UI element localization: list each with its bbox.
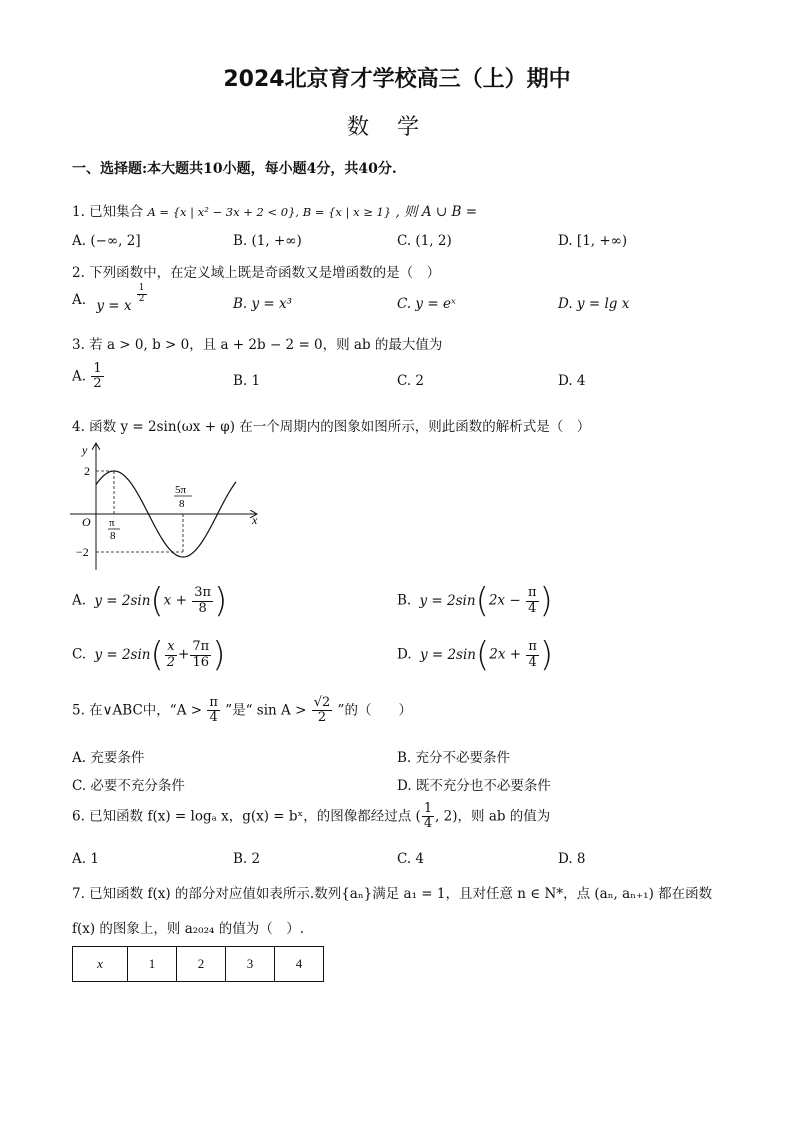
q4-d-fraction [526, 640, 539, 670]
q6-option-d: D. 8 [558, 851, 586, 867]
exam-title: 2024北京育才学校高三（上）期中 [223, 67, 571, 92]
q5-option-d: D. 既不充分也不必要条件 [397, 778, 551, 794]
q6-point-num: 1 [423, 801, 433, 816]
q4-b-in: 2x − [488, 592, 521, 609]
q6-option-b: B. 2 [233, 851, 261, 867]
q3-option-b: B. 1 [233, 373, 261, 389]
q4-d-pre: y = 2sin [419, 646, 476, 663]
q7-value-table [72, 946, 324, 982]
q4-option-d [397, 635, 554, 675]
q5-root-num: √2 [313, 695, 331, 710]
q4-option-b [397, 581, 553, 621]
q4-d-num: π [528, 639, 537, 655]
x2-num-label: 5π [175, 484, 187, 496]
q6-stem-a: 6. 已知函数 f(x) = logₐ x，g(x) = bˣ，的图像都经过点 ( [72, 808, 421, 825]
q4-sine-graph [66, 438, 276, 578]
x2-den-label: 8 [179, 498, 185, 510]
question-2-stem: 2. 下列函数中，在定义域上既是奇函数又是增函数的是（ ） [72, 265, 441, 281]
q4-c-den: 16 [192, 654, 210, 670]
q2-a-label: A. [72, 291, 87, 308]
q6-stem-b: , 2)，则 ab 的值为 [435, 808, 551, 825]
q5-pi-fraction [207, 696, 220, 726]
q4-b-pre: y = 2sin [419, 592, 476, 609]
q5-stem-a: 5. 在∨ABC中，“A > [72, 702, 203, 719]
q4-c-x-fraction [165, 640, 177, 670]
q4-c-label: C. [72, 646, 87, 663]
question-1-stem [72, 200, 477, 220]
q3-a-label: A. [72, 368, 87, 385]
q5-pi-num: π [209, 695, 218, 710]
q5-stem-c: ”的（ ） [337, 702, 412, 719]
q1-option-b: B. (1, +∞) [233, 233, 302, 249]
question-7-line-2: f(x) 的图象上，则 a₂₀₂₄ 的值为（ ）. [72, 921, 305, 937]
q4-c-pre: y = 2sin [94, 646, 151, 663]
subject-title: 数学 [346, 115, 447, 140]
q4-c-x-den: 2 [166, 654, 176, 670]
q4-b-label: B. [397, 592, 412, 609]
section-heading: 一、选择题:本大题共10小题，每小题4分，共40分. [72, 161, 397, 177]
q1-option-c: C. (1, 2) [397, 233, 452, 249]
table-cell: 4 [275, 947, 324, 982]
q5-pi-den: 4 [209, 710, 218, 726]
q4-b-rparen: ) [539, 581, 553, 621]
q3-a-den: 2 [93, 376, 102, 392]
q5-option-a: A. 充要条件 [72, 750, 145, 766]
q4-a-den: 8 [198, 600, 207, 616]
q1-prefix: 1. 已知集合 [72, 204, 144, 220]
q4-d-den: 4 [528, 654, 537, 670]
q4-c-rparen: ) [212, 635, 226, 675]
y-min-label: −2 [76, 545, 89, 559]
q3-a-num: 1 [93, 361, 102, 376]
q4-b-lparen: ( [475, 581, 489, 621]
q2-option-d: D. y = lg x [558, 296, 630, 312]
q4-c-num: 7π [192, 639, 210, 655]
q4-a-in: x + [163, 592, 187, 609]
q6-point-den: 4 [423, 816, 433, 832]
y-max-label: 2 [84, 464, 90, 478]
q4-c-fraction [190, 640, 211, 670]
table-cell: 2 [177, 947, 226, 982]
q3-option-d: D. 4 [558, 373, 586, 389]
q1-option-a: A. (−∞, 2] [72, 233, 141, 249]
q4-c-x-num: x [167, 639, 175, 655]
q2-a-math: y = x [96, 297, 132, 314]
q4-option-a [72, 581, 228, 621]
table-row [73, 947, 324, 982]
question-5-stem [72, 696, 412, 726]
table-cell: 1 [128, 947, 177, 982]
q5-option-b: B. 充分不必要条件 [397, 750, 511, 766]
question-7-line-1: 7. 已知函数 f(x) 的部分对应值如表所示.数列{aₙ}满足 a₁ = 1，且对任意 n ∈ N*，点 (aₙ, aₙ₊₁) 都在函数 [72, 886, 713, 902]
table-cell: 3 [226, 947, 275, 982]
q4-a-rparen: ) [214, 581, 228, 621]
q4-d-rparen: ) [539, 635, 554, 675]
q1-sets: A = {x | x² − 3x + 2 < 0}, B = {x | x ≥ 1} [147, 205, 392, 219]
q2-a-exp-den: 2 [138, 293, 145, 304]
q3-option-c: C. 2 [397, 373, 425, 389]
q5-root-den: 2 [317, 710, 327, 726]
question-6-stem [72, 802, 550, 832]
q4-a-lparen: ( [150, 581, 164, 621]
q4-a-pre: y = 2sin [94, 592, 151, 609]
q5-stem-b: ”是“ sin A > [225, 702, 307, 719]
q6-point-fraction [422, 802, 434, 832]
q4-c-plus: + [178, 646, 190, 663]
q4-a-label: A. [72, 592, 87, 609]
q4-a-fraction [192, 586, 213, 616]
x-axis-label: x [252, 513, 258, 527]
q5-option-c: C. 必要不充分条件 [72, 778, 185, 794]
q4-option-c [72, 635, 226, 675]
q1-option-d: D. [1, +∞) [558, 233, 628, 249]
origin-label: O [82, 515, 91, 529]
q3-a-fraction [91, 362, 103, 392]
q4-a-num: 3π [194, 585, 212, 601]
q2-option-a [72, 283, 148, 314]
q4-d-lparen: ( [476, 635, 490, 675]
q1-suffix: , 则 A ∪ B = [395, 204, 478, 220]
q3-option-a [72, 362, 105, 392]
q2-a-exp-num: 1 [138, 283, 145, 293]
q2-a-exponent [137, 284, 147, 305]
q4-c-lparen: ( [150, 635, 164, 675]
table-cell: x [73, 947, 128, 982]
q6-option-a: A. 1 [72, 851, 99, 867]
q4-b-den: 4 [528, 600, 537, 616]
q5-root-fraction [312, 696, 333, 726]
q4-b-num: π [527, 585, 537, 601]
x1-num-label: π [109, 517, 115, 529]
q4-b-fraction [526, 586, 539, 616]
q4-d-in: 2x + [489, 646, 522, 663]
question-4-stem: 4. 函数 y = 2sin(ωx + φ) 在一个周期内的图象如图所示，则此函数的解析式是（ ） [72, 419, 591, 435]
q2-option-b: B. y = x³ [233, 296, 293, 312]
y-axis-label: y [82, 443, 88, 457]
q4-d-label: D. [397, 646, 412, 663]
q6-option-c: C. 4 [397, 851, 425, 867]
q2-option-c: C. y = eˣ [397, 296, 456, 312]
question-3-stem: 3. 若 a > 0, b > 0，且 a + 2b − 2 = 0，则 ab 的最大值为 [72, 337, 443, 353]
x1-den-label: 8 [110, 530, 116, 542]
